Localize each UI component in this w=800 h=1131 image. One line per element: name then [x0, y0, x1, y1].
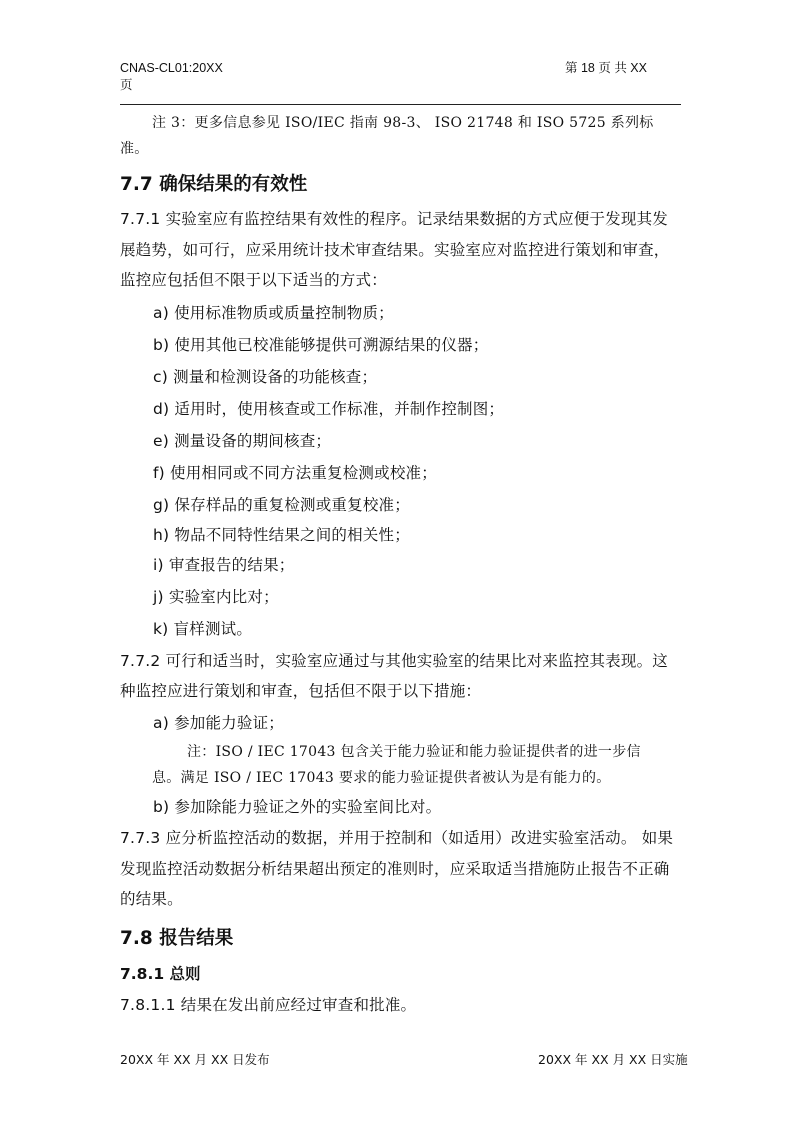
footer-published-date: 20XX 年 XX 月 XX 日发布	[120, 1052, 270, 1067]
para-7-7-2-line-1: 7.7.2 可行和适当时，实验室应通过与其他实验室的结果比对来监控其表现。这	[120, 652, 668, 670]
list-item: b) 参加除能力验证之外的实验室间比对。	[153, 798, 442, 816]
list-item: k) 盲样测试。	[153, 620, 253, 638]
para-7-7-3-line-3: 的结果。	[120, 890, 183, 908]
list-item: j) 实验室内比对；	[153, 588, 279, 606]
note-7-7-2-line-1: 注：ISO / IEC 17043 包含关于能力验证和能力验证提供者的进一步信	[187, 744, 641, 760]
note-3-line-1: 注 3：更多信息参见 ISO/IEC 指南 98-3、 ISO 21748 和 ISO 5725 系列标	[152, 115, 654, 131]
note-3-line-2: 准。	[120, 141, 149, 157]
para-7-7-1-line-2: 展趋势，如可行，应采用统计技术审查结果。实验室应对监控进行策划和审查，	[120, 241, 670, 259]
list-item: c) 测量和检测设备的功能核查；	[153, 368, 378, 386]
doc-id: CNAS-CL01:20XX	[120, 61, 223, 75]
section-heading-7-8: 7.8 报告结果	[120, 928, 234, 949]
list-item: g) 保存样品的重复检测或重复校准；	[153, 496, 410, 514]
footer-effective-date: 20XX 年 XX 月 XX 日实施	[538, 1052, 688, 1067]
list-item: a) 参加能力验证；	[153, 714, 284, 732]
list-item: a) 使用标准物质或质量控制物质；	[153, 304, 394, 322]
para-7-7-2-line-2: 种监控应进行策划和审查，包括但不限于以下措施：	[120, 682, 482, 700]
section-heading-7-7: 7.7 确保结果的有效性	[120, 174, 308, 195]
para-7-8-1-1: 7.8.1.1 结果在发出前应经过审查和批准。	[120, 996, 417, 1014]
page-info: 第 18 页 共 XX	[565, 61, 647, 75]
header-rule	[120, 104, 681, 105]
doc-id-suffix: 页	[120, 78, 133, 92]
para-7-7-3-line-1: 7.7.3 应分析监控活动的数据，并用于控制和（如适用）改进实验室活动。 如果	[120, 829, 674, 847]
list-item: b) 使用其他已校准能够提供可溯源结果的仪器；	[153, 336, 489, 354]
list-item: i) 审查报告的结果；	[153, 556, 295, 574]
para-7-7-1-line-3: 监控应包括但不限于以下适当的方式：	[120, 271, 387, 289]
list-item: d) 适用时，使用核查或工作标准，并制作控制图；	[153, 400, 505, 418]
note-7-7-2-line-2: 息。满足 ISO / IEC 17043 要求的能力验证提供者被认为是有能力的。	[152, 770, 611, 786]
list-item: e) 测量设备的期间核查；	[153, 432, 332, 450]
subsection-heading-7-8-1: 7.8.1 总则	[120, 965, 201, 983]
list-item: h) 物品不同特性结果之间的相关性；	[153, 526, 410, 544]
para-7-7-1-line-1: 7.7.1 实验室应有监控结果有效性的程序。记录结果数据的方式应便于发现其发	[120, 210, 668, 228]
para-7-7-3-line-2: 发现监控活动数据分析结果超出预定的准则时，应采取适当措施防止报告不正确	[120, 860, 670, 878]
list-item: f) 使用相同或不同方法重复检测或校准；	[153, 464, 437, 482]
